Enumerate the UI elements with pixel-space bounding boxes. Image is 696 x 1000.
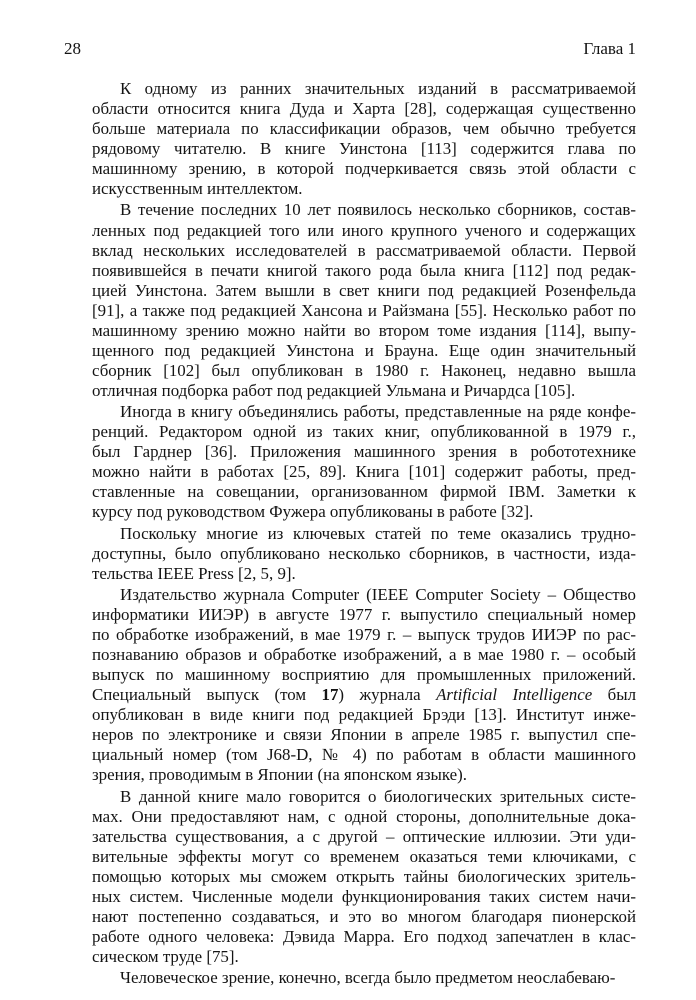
text-line: машинному зрению, в которой подчеркивается связь этой области с — [92, 159, 636, 179]
text-line: ленных под редакцией того или иного крупного ученого и содержащих — [92, 220, 636, 240]
text-line: неров по электронике и связи Японии в апреле 1985 г. выпустил спе- — [92, 725, 636, 745]
paragraph — [64, 524, 636, 584]
text-line: щенного под редакцией Уинстона и Брауна. Еще один значительный — [92, 340, 636, 360]
text-line: появившейся в печати книгой такого рода была книга [112] под редак- — [92, 260, 636, 280]
text-line: опубликован в виде книги под редакцией Брэди [13]. Институт инже- — [92, 705, 636, 725]
body-text — [64, 79, 636, 988]
paragraph — [64, 402, 636, 522]
text-line: Поскольку многие из ключевых статей по теме оказались трудно- — [120, 523, 636, 543]
text-line: информатики ИИЭР) в августе 1977 г. выпустило специальный номер — [92, 604, 636, 624]
text-line: К одному из ранних значительных изданий в рассматриваемой — [120, 79, 636, 98]
chapter-label: Глава 1 — [583, 39, 636, 58]
text-line: искусственным интеллектом. — [92, 179, 303, 199]
text-line: Специальный выпуск (том 17) журнала Artificial Intelligence был — [92, 685, 637, 705]
text-line: ставленные на совещании, организованном фирмой IBM. Заметки к — [92, 482, 636, 502]
paragraph — [64, 787, 636, 967]
text-line: [91], а также под редакцией Хансона и Райзмана [55]. Несколько работ по — [92, 300, 636, 320]
text-line: отличная подборка работ под редакцией Ульмана и Ричардса [105]. — [92, 380, 576, 400]
text-line: помощью которых мы сможем открыть тайны биологических зритель- — [92, 866, 636, 886]
text-line: сическом труде [75]. — [92, 946, 239, 966]
text-line: сборник [102] был опубликован в 1980 г. Наконец, недавно вышла — [92, 360, 636, 380]
text-line: В течение последних 10 лет появилось несколько сборников, состав- — [120, 200, 636, 220]
text-line: курсу под руководством Фужера опубликованы в работе [32]. — [92, 502, 534, 522]
text-line: работе одного человека: Дэвида Марра. Его подход запечатлен в клас- — [92, 926, 636, 946]
text-line: выпуск по машинному восприятию для промышленных приложений. — [92, 665, 636, 685]
text-line: ных систем. Численные модели функционирования таких систем начи- — [92, 886, 636, 906]
text-line: вклад нескольких исследователей в рассматриваемой области. Первой — [92, 240, 636, 260]
paragraph — [64, 79, 636, 199]
running-header — [64, 38, 636, 62]
paragraph — [64, 968, 636, 988]
text-line: мах. Они предоставляют нам, с одной стороны, дополнительные дока- — [92, 806, 636, 826]
text-line: ренций. Редактором одной из таких книг, опубликованной в 1979 г., — [92, 422, 636, 442]
text-line: по обработке изображений, в мае 1979 г. – выпуск трудов ИИЭР по рас- — [92, 625, 636, 645]
text-line: Иногда в книгу объединялись работы, представленные на ряде конфе- — [120, 402, 636, 422]
paragraph — [64, 585, 636, 785]
paragraph — [64, 200, 636, 400]
text-line: можно найти в работах [25, 89]. Книга [101] содержит работы, пред- — [92, 462, 636, 482]
text-line: тельства IEEE Press [2, 5, 9]. — [92, 563, 296, 583]
text-line: Человеческое зрение, конечно, всегда было предметом неослабеваю- — [120, 968, 616, 988]
text-line: рядовому читателю. В книге Уинстона [113] содержится глава по — [92, 139, 636, 159]
text-line: познаванию образов и обработке изображений, а в мае 1980 г. – особый — [92, 645, 636, 665]
text-line: цией Уинстона. Затем вышли в свет книги под редакцией Розенфельда — [92, 280, 636, 300]
text-line: доступны, было опубликовано несколько сборников, в частности, изда- — [92, 543, 636, 563]
text-line: машинному зрению можно найти во втором томе издания [114], выпу- — [92, 320, 636, 340]
text-line: зательства существования, а с другой – оптические иллюзии. Эти уди- — [92, 826, 636, 846]
page-number: 28 — [64, 39, 81, 58]
text-line: В данной книге мало говорится о биологических зрительных систе- — [120, 786, 636, 806]
text-line: циальный номер (том J68-D, № 4) по работам в области машинного — [92, 745, 636, 765]
text-line: нают постепенно создаваться, и это во многом благодаря пионерской — [92, 906, 636, 926]
text-line: Издательство журнала Computer (IEEE Computer Society – Общество — [120, 584, 636, 604]
text-line: области относится книга Дуда и Харта [28], содержащая существенно — [92, 99, 636, 119]
text-line: больше материала по классификации образов, чем обычно требуется — [92, 119, 636, 139]
text-line: вительные эффекты могут со временем оказаться теми ключиками, с — [92, 846, 636, 866]
text-line: зрения, проводимым в Японии (на японском языке). — [92, 765, 467, 785]
text-line: был Гарднер [36]. Приложения машинного зрения в робототехнике — [92, 442, 636, 462]
